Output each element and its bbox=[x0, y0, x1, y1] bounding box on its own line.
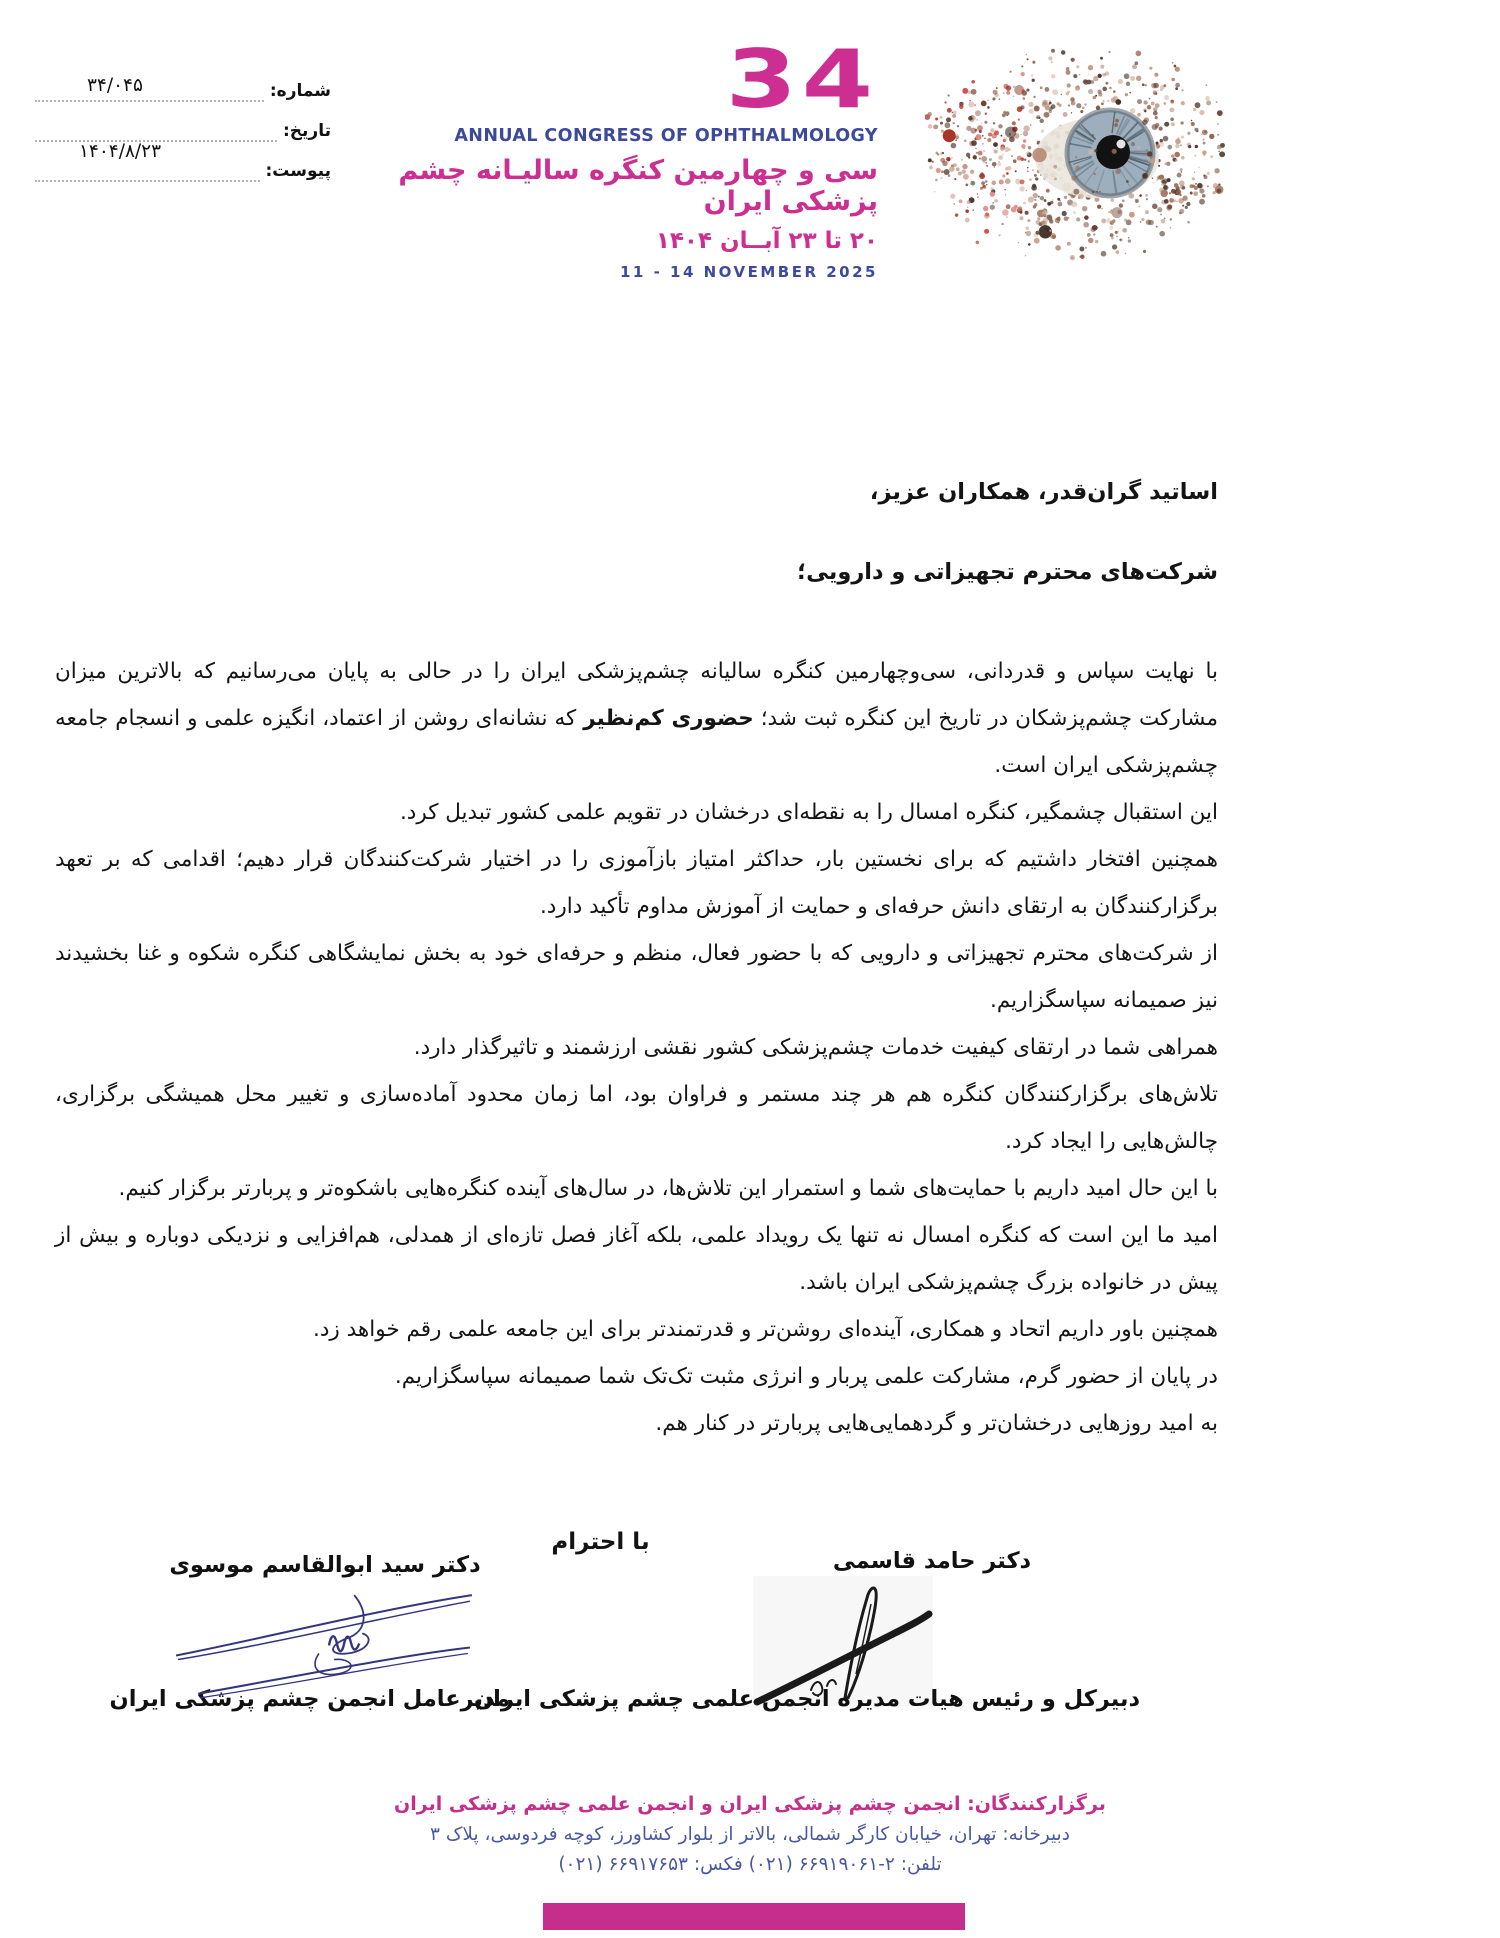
body-paragraph-5: همراهی شما در ارتقای کیفیت خدمات چشم‌پزشکی کشور نقشی ارزشمند و تاثیرگذار دارد. bbox=[413, 1035, 1218, 1060]
paragraph-1-text-c: که نشانه‌ای روشن از اعتماد، انگیزه علمی و انسجام جامعه چشم‌پزشکی ایران است. bbox=[55, 706, 1218, 778]
body-paragraph-2: این استقبال چشمگیر، کنگره امسال را به نقطه‌ای درخشان در تقویم علمی کشور تبدیل کرد. bbox=[399, 800, 1218, 825]
congress-dates-en: 11 - 14 NOVEMBER 2025 bbox=[619, 263, 878, 281]
field-date-dotted-line bbox=[35, 100, 277, 162]
salutation-line-2: شرکت‌های محترم تجهیزاتی و دارویی؛ bbox=[797, 559, 1218, 585]
field-date-value: ۱۴۰۴/۸/۲۳ bbox=[79, 141, 162, 162]
body-paragraph-7: با این حال امید داریم با حمایت‌های شما و استمرار این تلاش‌ها، در سال‌های آینده کنگره‌هایی باشکوه‌تر و پربارتر برگزار کنیم. bbox=[118, 1176, 1218, 1201]
salutation-line-1: اساتید گران‌قدر، همکاران عزیز، bbox=[869, 479, 1218, 505]
footer-phone-fax: تلفن: ۲-۶۶۹۱۹۰۶۱ (۰۲۱) فکس: ۶۶۹۱۷۶۵۳ (۰۲۱) bbox=[558, 1854, 942, 1875]
footer-accent-bar bbox=[543, 1903, 965, 1930]
congress-title-en: ANNUAL CONGRESS OF OPHTHALMOLOGY bbox=[454, 126, 878, 146]
body-paragraph-6: تلاش‌های برگزارکنندگان کنگره هم هر چند مستمر و فراوان بود، اما زمان محدود آماده‌سازی و تغییر محل همیشگی برگزاری، چالش‌هایی را ایجاد کرد. bbox=[55, 1082, 1218, 1154]
body-paragraph-1 bbox=[55, 648, 1218, 789]
footer-secretariat-address: دبیرخانه: تهران، خیابان کارگر شمالی، بالاتر از بلوار کشاورز، کوچه فردوسی، پلاک ۳ bbox=[430, 1824, 1070, 1845]
signature-right-scribble bbox=[753, 1576, 933, 1706]
signer-left-title: مدیرعامل انجمن چشم پزشکی ایران bbox=[109, 1686, 510, 1712]
field-date-label: تاریخ: bbox=[283, 121, 331, 141]
signer-right-title: دبیرکل و رئیس هیات مدیره انجمن علمی چشم پزشکی ایران bbox=[473, 1686, 1140, 1712]
field-number-value: ۳۴/۰۴۵ bbox=[87, 75, 143, 96]
body-paragraph-10: در پایان از حضور گرم، مشارکت علمی پربار و انرژی مثبت تک‌تک شما صمیمانه سپاسگزاریم. bbox=[394, 1364, 1218, 1389]
field-attachment-label: پیوست: bbox=[265, 161, 331, 181]
paragraph-1-bold-phrase: حضوری کم‌نظیر bbox=[583, 706, 754, 731]
congress-number-34: 34 bbox=[725, 32, 878, 126]
footer-block bbox=[0, 1789, 1500, 1880]
field-number-label: شماره: bbox=[269, 81, 331, 101]
body-paragraph-11: به امید روزهایی درخشان‌تر و گردهمایی‌هایی پربارتر در کنار هم. bbox=[655, 1411, 1218, 1436]
letter-body bbox=[55, 472, 1218, 1566]
signature-left-scribble bbox=[168, 1592, 480, 1710]
eye-highlight bbox=[1117, 140, 1126, 149]
closing-respect-line: با احترام bbox=[551, 1529, 650, 1555]
signature-block-right bbox=[473, 1548, 1140, 1712]
eye-artwork-image bbox=[925, 48, 1225, 263]
paragraph-1-text-a: با نهایت سپاس و قدردانی، سی‌وچهارمین کنگره سالیانه چشم‌پزشکی ایران را در حالی به پایان می‌رسانیم که بالاترین میزان مشارکت چشم‌پزشکان در تاریخ این کنگره ثبت شد؛ bbox=[55, 659, 1218, 731]
body-paragraph-8: امید ما این است که کنگره امسال نه تنها یک رویداد علمی، بلکه آغاز فصل تازه‌ای از همدلی، هم‌افزایی و نزدیکی دوباره و بیش از پیش در خانواده بزرگ چشم‌پزشکی ایران باشد. bbox=[55, 1223, 1218, 1295]
signer-right-name: دکتر حامد قاسمی bbox=[832, 1548, 1032, 1574]
body-paragraph-3: همچنین افتخار داشتیم که برای نخستین بار، حداکثر امتیاز بازآموزی را در اختیار شرکت‌کنندگان قرار دهیم؛ اقدامی که بر تعهد برگزارکنندگان به ارتقای دانش حرفه‌ای و حمایت از آموزش مداوم تأکید دارد. bbox=[55, 847, 1218, 919]
congress-dates-fa: ۲۰ تا ۲۳ آبــان ۱۴۰۴ bbox=[655, 228, 878, 254]
signature-block-left bbox=[109, 1552, 510, 1712]
field-attachment bbox=[35, 142, 331, 182]
congress-logo bbox=[378, 32, 878, 281]
body-paragraph-9: همچنین باور داریم اتحاد و همکاری، آینده‌ای روشن‌تر و قدرتمندتر برای این جامعه علمی رقم خواهد زد. bbox=[313, 1317, 1218, 1342]
signer-left-name: دکتر سید ابوالقاسم موسوی bbox=[169, 1552, 481, 1578]
field-number-dotted-line bbox=[35, 60, 264, 102]
field-attachment-dotted-line bbox=[35, 140, 260, 182]
footer-organizers: برگزارکنندگان: انجمن چشم پزشکی ایران و انجمن علمی چشم پزشکی ایران bbox=[394, 1793, 1106, 1815]
body-paragraph-4: از شرکت‌های محترم تجهیزاتی و دارویی که با حضور فعال، منظم و حرفه‌ای خود به بخش نمایشگاهی کنگره شکوه و غنا بخشیدند نیز صمیمانه سپاسگزاریم. bbox=[55, 941, 1218, 1013]
congress-title-fa: سی و چهارمین کنگره سالیـانه چشم پزشکی ایران bbox=[398, 155, 878, 217]
